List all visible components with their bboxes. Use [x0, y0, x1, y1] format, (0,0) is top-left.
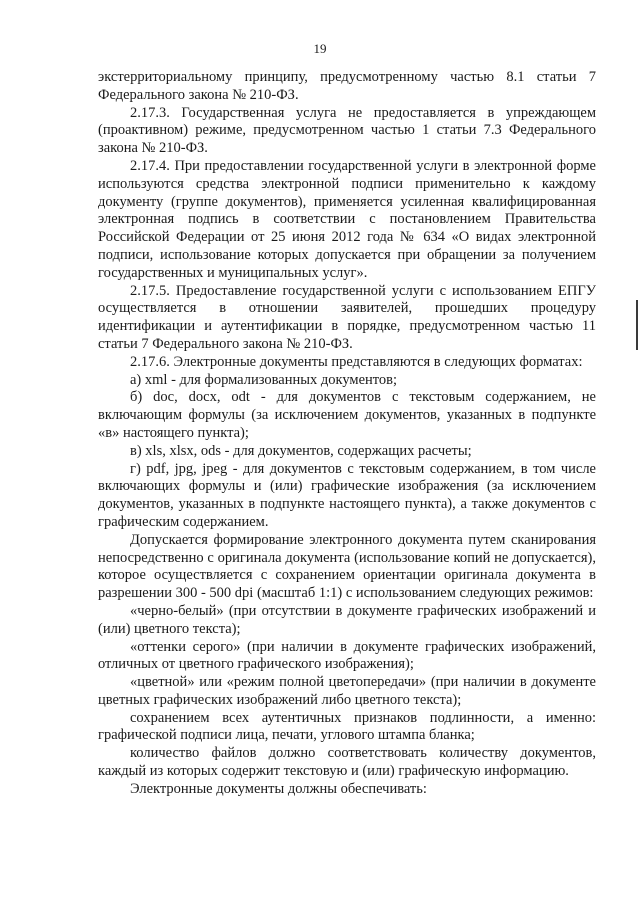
paragraph-2-17-3: 2.17.3. Государственная услуга не предоставляется в упреждающем (проактивном) режиме, предусмотренном частью 1 статьи 7.3 Федерального закона № 210-ФЗ.	[98, 104, 596, 157]
paragraph-scanning: Допускается формирование электронного документа путем сканирования непосредственно с оригинала документа (использование копий не допускается), которое осуществляется с сохранением ориентации оригинала документа в разрешении 300 - 500 dpi (масштаб 1:1) с использованием следующих режимов:	[98, 531, 596, 602]
list-item-a: а) xml - для формализованных документов;	[130, 371, 398, 388]
paragraph-authenticity: сохранением всех аутентичных признаков подлинности, а именно: графической подписи лица, печати, углового штампа бланка;	[98, 709, 596, 744]
list-item-g: г) pdf, jpg, jpeg - для документов с текстовым содержанием, в том числе включающих формулы и (или) графические изображения (за исключением документов, указанных в подпункте настоящего пункта), а также документов с графическим содержанием.	[98, 460, 596, 530]
paragraph-file-count: количество файлов должно соответствовать количеству документов, каждый из которых содержит текстовую и (или) графическую информацию.	[98, 745, 596, 780]
paragraph-2-17-4: 2.17.4. При предоставлении государственной услуги в электронной форме используются средства электронной подписи применительно к каждому документу (группе документов), применяется усиленная квалифицированная электронная подпись в соответствии с постановлением Правительства Российской Федерации от 25 июня 2012 года № 634 «О видах электронной подписи, использование которых допускается при обращении за получением государственных и муниципальных услуг».	[98, 157, 596, 281]
document-body	[98, 69, 596, 799]
paragraph-continuation: экстерриториальному принципу, предусмотренному частью 8.1 статьи 7 Федерального закона № 210-ФЗ.	[98, 69, 596, 103]
paragraph-2-17-6: 2.17.6. Электронные документы представляются в следующих форматах:	[130, 353, 583, 370]
list-item-v: в) xls, xlsx, ods - для документов, содержащих расчеты;	[130, 442, 472, 459]
scan-edge-mark	[636, 300, 638, 350]
mode-black-white: «черно-белый» (при отсутствии в документе графических изображений и (или) цветного текста);	[98, 602, 596, 637]
mode-color: «цветной» или «режим полной цветопередачи» (при наличии в документе цветных графических изображений либо цветного текста);	[98, 674, 596, 708]
list-item-b: б) doc, docx, odt - для документов с текстовым содержанием, не включающим формулы (за исключением документов, указанных в подпункте «в» настоящего пункта);	[98, 389, 596, 441]
page-number: 19	[313, 41, 327, 56]
mode-grayscale: «оттенки серого» (при наличии в документе графических изображений, отличных от цветного графического изображения);	[98, 638, 596, 673]
paragraph-requirements: Электронные документы должны обеспечивать:	[130, 780, 427, 797]
paragraph-2-17-5: 2.17.5. Предоставление государственной услуги с использованием ЕПГУ осуществляется в отношении заявителей, прошедших процедуру идентификации и аутентификации в порядке, предусмотренном частью 11 статьи 7 Федерального закона № 210-ФЗ.	[98, 282, 596, 352]
